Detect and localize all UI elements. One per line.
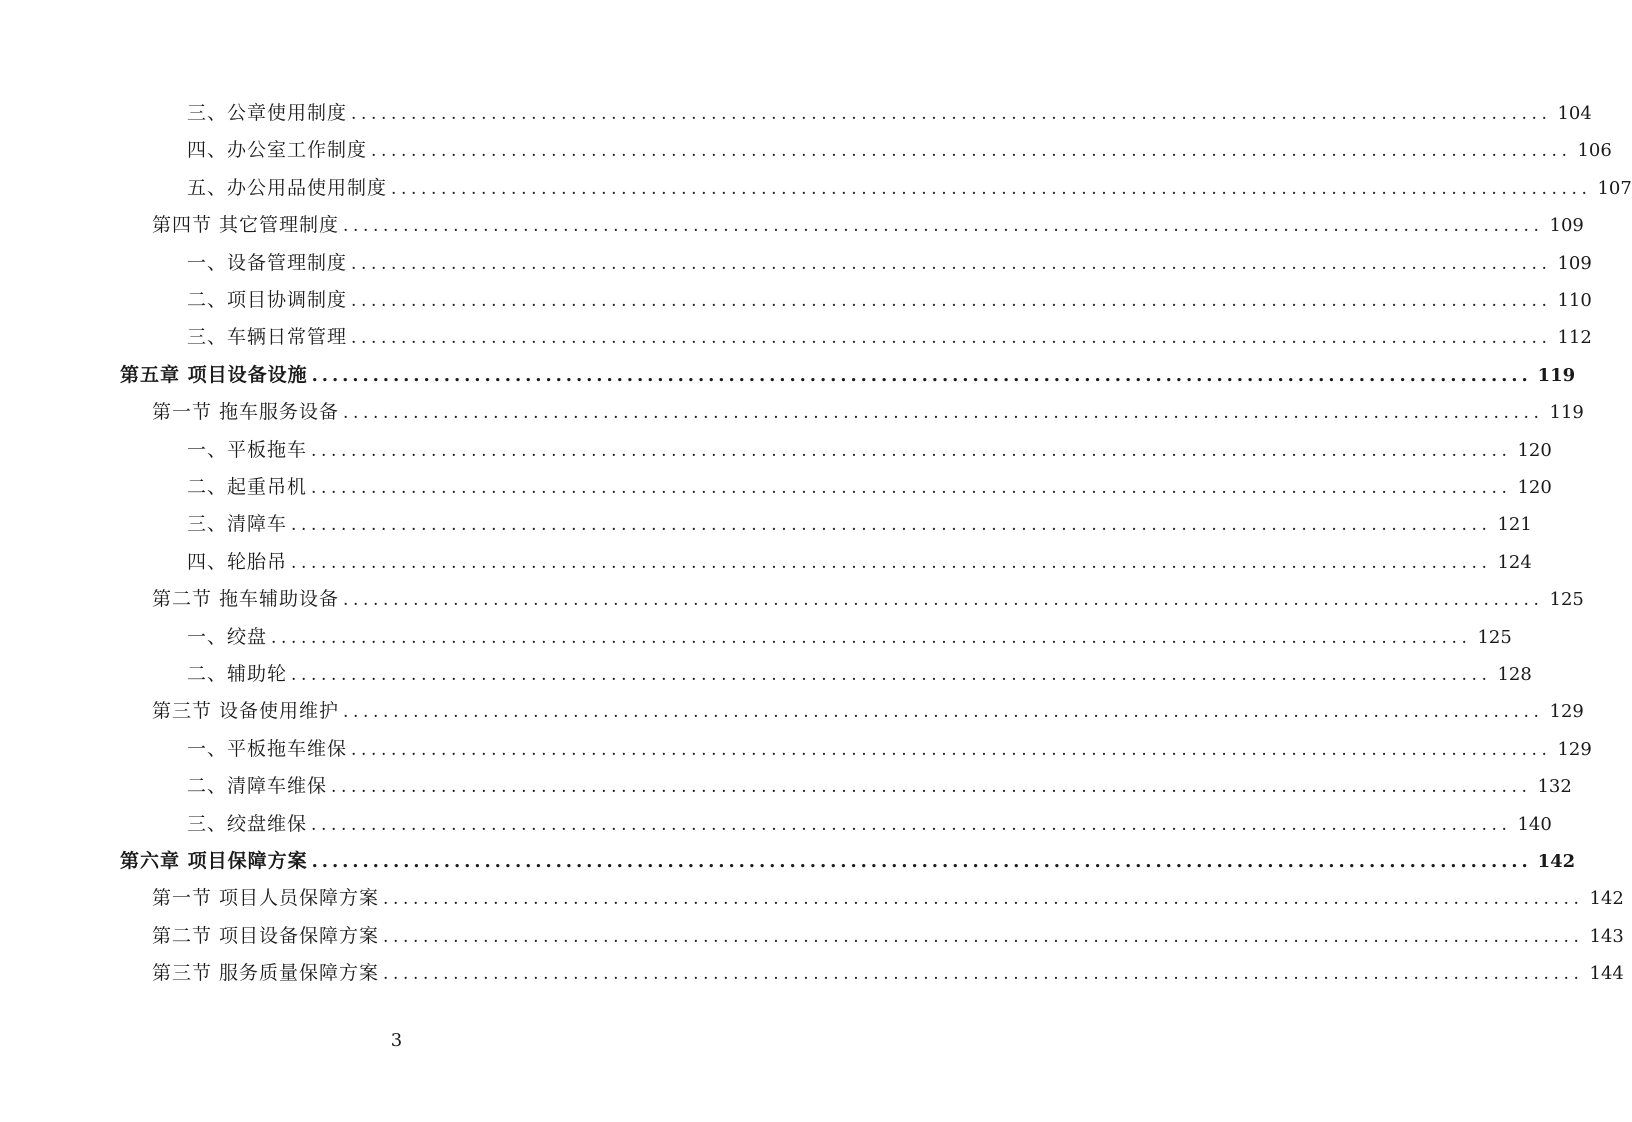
toc-subsection-entry[interactable] bbox=[187, 661, 1532, 687]
toc-entry-label: 三、公章使用制度 bbox=[187, 102, 348, 124]
toc-leader-dots: ........................................................................................................................ bbox=[331, 777, 1532, 798]
toc-section-entry[interactable] bbox=[152, 586, 1584, 612]
toc-entry-page: 112 bbox=[1557, 327, 1592, 349]
toc-section-entry[interactable] bbox=[152, 698, 1584, 724]
toc-entry-page: 125 bbox=[1477, 626, 1512, 648]
toc-entry-label: 一、绞盘 bbox=[187, 625, 268, 648]
toc-entry-page: 129 bbox=[1557, 738, 1592, 760]
toc-leader-dots: ........................................................................................................................ bbox=[351, 328, 1552, 349]
toc-entry-label: 第三节 服务质量保障方案 bbox=[152, 962, 380, 985]
toc-entry-label: 第四节 其它管理制度 bbox=[152, 214, 340, 237]
toc-entry-label: 四、轮胎吊 bbox=[187, 550, 288, 573]
toc-entry-label: 二、辅助轮 bbox=[187, 663, 288, 685]
toc-entry-page: 144 bbox=[1589, 963, 1624, 985]
toc-entry-page: 142 bbox=[1589, 888, 1624, 910]
toc-leader-dots: ........................................................................................................................ bbox=[291, 515, 1492, 536]
toc-entry-page: 104 bbox=[1557, 103, 1592, 124]
toc-entry-page: 120 bbox=[1517, 439, 1552, 461]
toc-entry-label: 第五章 项目设备设施 bbox=[120, 363, 308, 386]
toc-subsection-entry[interactable] bbox=[187, 437, 1552, 463]
toc-chapter-entry[interactable] bbox=[120, 848, 1576, 874]
toc-entry-label: 四、办公室工作制度 bbox=[187, 139, 368, 162]
toc-entry-label: 二、清障车维保 bbox=[187, 775, 328, 798]
page-number: 3 bbox=[390, 1030, 403, 1051]
toc-leader-dots: ........................................................................................................................ bbox=[343, 590, 1544, 611]
toc-subsection-entry[interactable] bbox=[187, 324, 1592, 350]
toc-leader-dots: ........................................................................................................................ bbox=[311, 440, 1512, 461]
toc-leader-dots: ........................................................................................................................ bbox=[271, 627, 1472, 648]
toc-leader-dots: ........................................................................................................................ bbox=[343, 702, 1544, 723]
toc-subsection-entry[interactable] bbox=[187, 287, 1592, 313]
toc-subsection-entry[interactable] bbox=[187, 250, 1592, 276]
toc-leader-dots: ........................................................................................................................ bbox=[343, 216, 1544, 237]
toc-entry-page: 129 bbox=[1549, 701, 1584, 723]
toc-entry-page: 140 bbox=[1517, 813, 1552, 835]
toc-leader-dots: ........................................................................................................................ bbox=[351, 291, 1552, 311]
toc-entry-label: 三、绞盘维保 bbox=[187, 812, 308, 835]
toc-chapter-entry[interactable] bbox=[120, 362, 1576, 388]
toc-entry-page: 128 bbox=[1497, 664, 1532, 685]
toc-section-entry[interactable] bbox=[152, 212, 1584, 238]
toc-entry-label: 第二节 项目设备保障方案 bbox=[152, 924, 380, 947]
toc-leader-dots: ........................................................................................................................ bbox=[383, 889, 1584, 910]
toc-entry-page: 121 bbox=[1497, 514, 1532, 536]
toc-entry-label: 第三节 设备使用维护 bbox=[152, 700, 340, 723]
toc-subsection-entry[interactable] bbox=[187, 773, 1572, 799]
toc-entry-page: 125 bbox=[1549, 589, 1584, 611]
toc-leader-dots: ........................................................................................................................ bbox=[351, 104, 1552, 124]
toc-section-entry[interactable] bbox=[152, 923, 1624, 949]
toc-entry-page: 110 bbox=[1557, 290, 1592, 311]
toc-entry-label: 第六章 项目保障方案 bbox=[120, 850, 308, 872]
toc-entry-page: 142 bbox=[1537, 851, 1576, 872]
toc-entry-page: 109 bbox=[1549, 215, 1584, 237]
toc-section-entry[interactable] bbox=[152, 885, 1624, 911]
toc-entry-page: 109 bbox=[1557, 252, 1592, 274]
toc-leader-dots: ........................................................................................................................ bbox=[311, 814, 1512, 835]
toc-leader-dots: ........................................................................................................................ bbox=[311, 478, 1512, 498]
toc-entry-label: 第一节 拖车服务设备 bbox=[152, 401, 340, 424]
toc-section-entry[interactable] bbox=[152, 960, 1624, 986]
toc-leader-dots: ........................................................................................................................ bbox=[383, 964, 1584, 985]
toc-leader-dots: ........................................................................................................................ bbox=[351, 253, 1552, 274]
toc-section-entry[interactable] bbox=[152, 399, 1584, 425]
toc-leader-dots: ........................................................................................................................ bbox=[311, 851, 1532, 872]
toc-entry-page: 119 bbox=[1537, 364, 1576, 386]
toc-entry-page: 107 bbox=[1597, 177, 1632, 199]
toc-entry-label: 一、设备管理制度 bbox=[187, 251, 348, 274]
toc-entry-page: 124 bbox=[1497, 551, 1532, 573]
toc-leader-dots: ........................................................................................................................ bbox=[343, 403, 1544, 424]
toc-subsection-entry[interactable] bbox=[187, 511, 1532, 537]
toc-leader-dots: ........................................................................................................................ bbox=[311, 364, 1532, 386]
toc-leader-dots: ........................................................................................................................ bbox=[291, 665, 1492, 685]
toc-subsection-entry[interactable] bbox=[187, 474, 1552, 500]
toc-leader-dots: ........................................................................................................................ bbox=[383, 926, 1584, 947]
toc-entry-label: 五、办公用品使用制度 bbox=[187, 176, 388, 199]
toc-entry-label: 二、项目协调制度 bbox=[187, 289, 348, 311]
toc-entry-label: 第一节 项目人员保障方案 bbox=[152, 887, 380, 910]
toc-subsection-entry[interactable] bbox=[187, 811, 1552, 837]
toc-subsection-entry[interactable] bbox=[187, 736, 1592, 762]
toc-subsection-entry[interactable] bbox=[187, 549, 1532, 575]
toc-entry-label: 三、车辆日常管理 bbox=[187, 326, 348, 349]
toc-entry-label: 第二节 拖车辅助设备 bbox=[152, 588, 340, 611]
toc-entry-page: 119 bbox=[1549, 402, 1584, 424]
toc-entry-page: 143 bbox=[1589, 925, 1624, 947]
toc-entry-label: 二、起重吊机 bbox=[187, 476, 308, 498]
toc-entry-page: 132 bbox=[1537, 776, 1572, 798]
toc-subsection-entry[interactable] bbox=[187, 175, 1632, 201]
toc-leader-dots: ........................................................................................................................ bbox=[371, 141, 1572, 162]
toc-leader-dots: ........................................................................................................................ bbox=[391, 178, 1592, 199]
toc-subsection-entry[interactable] bbox=[187, 624, 1512, 650]
toc-subsection-entry[interactable] bbox=[187, 100, 1592, 126]
toc-leader-dots: ........................................................................................................................ bbox=[291, 552, 1492, 573]
toc-entry-label: 三、清障车 bbox=[187, 513, 288, 536]
toc-entry-label: 一、平板拖车维保 bbox=[187, 737, 348, 760]
toc-entry-page: 120 bbox=[1517, 477, 1552, 498]
toc-leader-dots: ........................................................................................................................ bbox=[351, 739, 1552, 760]
toc-entry-label: 一、平板拖车 bbox=[187, 438, 308, 461]
toc-entry-page: 106 bbox=[1577, 140, 1612, 162]
toc-subsection-entry[interactable] bbox=[187, 137, 1612, 163]
